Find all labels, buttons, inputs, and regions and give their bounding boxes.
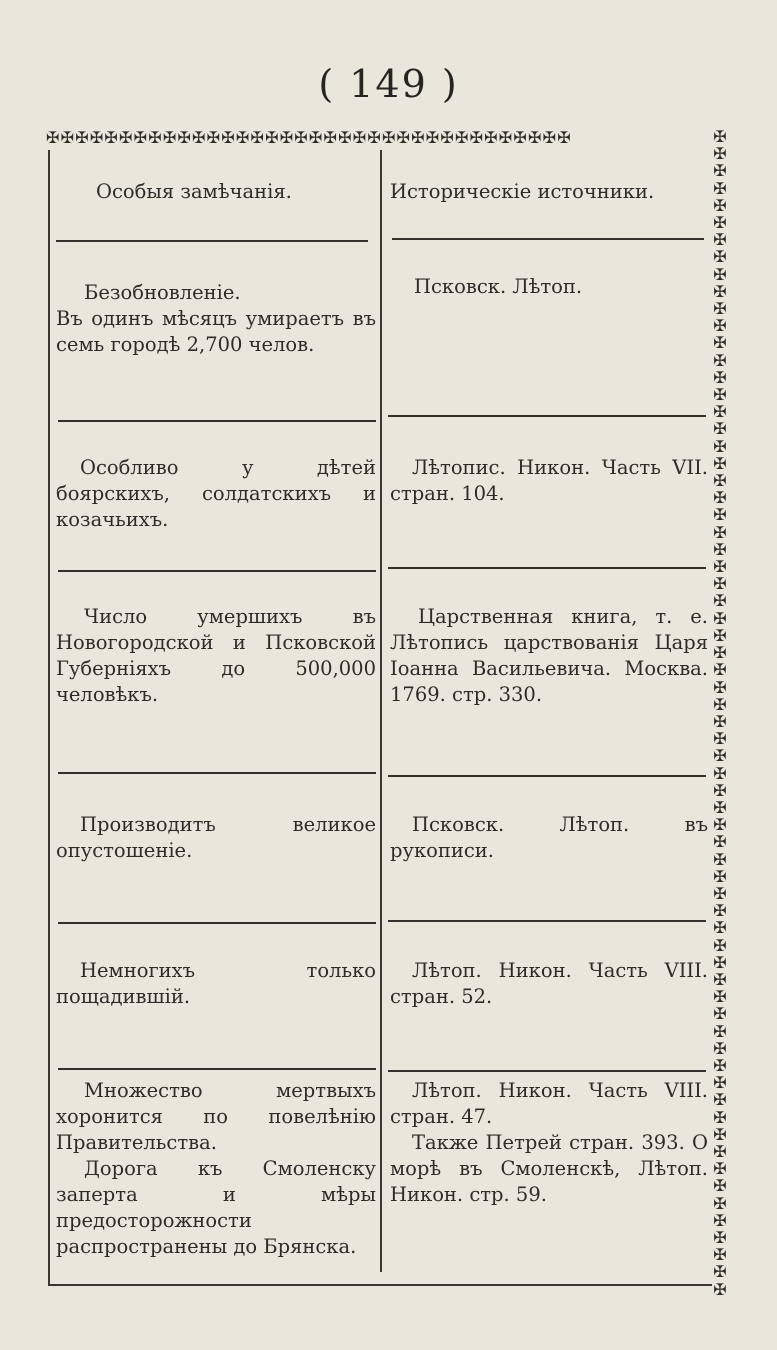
row-rule	[388, 567, 706, 569]
source-line: Лѣтоп. Никон. Часть VIII. стран. 47.	[390, 1079, 708, 1128]
remark-line: Производитъ великое опустошеніе.	[56, 813, 376, 862]
source-cell	[390, 812, 708, 864]
source-cell	[390, 604, 708, 708]
remark-cell	[56, 812, 376, 864]
source-cell	[390, 1078, 708, 1208]
row-rule	[58, 922, 376, 924]
remark-cell	[56, 280, 376, 358]
remark-cell	[56, 958, 376, 1010]
table-frame-bottom	[48, 1284, 712, 1286]
source-line: Лѣтопис. Никон. Часть VII. стран. 104.	[390, 456, 708, 505]
remark-cell	[56, 1078, 376, 1260]
column-divider	[380, 150, 382, 1272]
row-rule	[56, 240, 368, 242]
ornament-border-top: ✠✠✠✠✠✠✠✠✠✠✠✠✠✠✠✠✠✠✠✠✠✠✠✠✠✠✠✠✠✠✠✠✠✠✠✠	[46, 128, 572, 147]
source-line: Царственная книга, т. е. Лѣтопись царствованія Царя Іоанна Васильевича. Москва. 1769. стр. 330.	[390, 605, 708, 706]
header-remarks: Особыя замѣчанія.	[96, 180, 292, 203]
source-cell	[390, 274, 708, 300]
source-cell	[390, 455, 708, 507]
header-sources: Историческіе источники.	[390, 180, 655, 203]
source-line: Также Петрей стран. 393. О морѣ въ Смоленскѣ, Лѣтоп. Никон. стр. 59.	[390, 1131, 708, 1206]
row-rule	[388, 1070, 706, 1072]
row-rule	[388, 920, 706, 922]
source-line: Псковск. Лѣтоп. въ рукописи.	[390, 813, 708, 862]
remark-line: Число умершихъ въ Новогородской и Псковской Губерніяхъ до 500,000 человѣкъ.	[56, 605, 376, 706]
row-rule	[392, 238, 704, 240]
remark-line: Дорога къ Смоленску заперта и мѣры предосторожности распространены до Брянска.	[56, 1157, 376, 1258]
row-rule	[58, 570, 376, 572]
source-cell	[390, 958, 708, 1010]
remark-cell	[56, 455, 376, 533]
remark-line: Безобновленіе.	[84, 281, 241, 304]
row-rule	[58, 772, 376, 774]
remark-line: Немногихъ только пощадившій.	[56, 959, 376, 1008]
row-rule	[58, 420, 376, 422]
remark-line: Особливо у дѣтей боярскихъ, солдатскихъ и козачьихъ.	[56, 456, 376, 531]
row-rule	[58, 1068, 376, 1070]
page-number: ( 149 )	[318, 62, 459, 106]
source-line: Псковск. Лѣтоп.	[414, 275, 583, 298]
row-rule	[388, 775, 706, 777]
table-frame-left	[48, 150, 50, 1285]
source-line: Лѣтоп. Никон. Часть VIII. стран. 52.	[390, 959, 708, 1008]
row-rule	[388, 415, 706, 417]
remark-line: Въ одинъ мѣсяцъ умираетъ въ семь городѣ 2,700 челов.	[56, 307, 376, 356]
remark-cell	[56, 604, 376, 708]
remark-line: Множество мертвыхъ хоронится по повелѣнію Правительства.	[56, 1079, 376, 1154]
ornament-border-right: ✠✠✠✠✠✠✠✠✠✠✠✠✠✠✠✠✠✠✠✠✠✠✠✠✠✠✠✠✠✠✠✠✠✠✠✠✠✠✠✠✠✠✠✠✠✠✠✠✠✠✠✠✠✠✠✠✠✠✠✠✠✠✠✠✠✠✠✠	[713, 127, 727, 1299]
